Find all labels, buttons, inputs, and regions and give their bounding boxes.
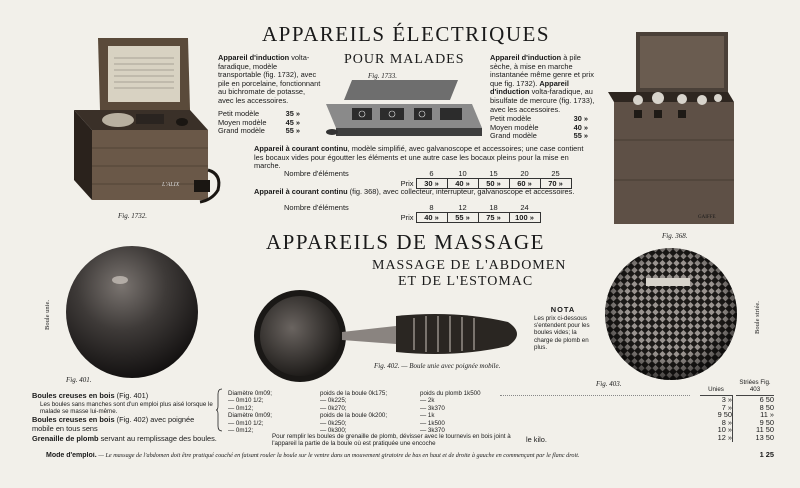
brace-mark <box>216 388 224 432</box>
diameter-row <box>228 420 508 427</box>
grenaille <box>32 435 272 444</box>
lead-weight: — 2k <box>420 397 435 405</box>
diameter-row <box>228 427 508 434</box>
dotted-leader <box>500 395 690 440</box>
nota-heading: NOTA <box>550 305 576 314</box>
continu-2-text: (fig. 368), avec collecteur, interrupteur, galvanoscope et accessoires. <box>347 187 575 196</box>
price-cell: 60 » <box>509 179 540 189</box>
induction-1-description <box>218 54 322 106</box>
model-label: Petit modèle <box>490 114 532 123</box>
title-massage: APPAREILS DE MASSAGE <box>266 230 545 254</box>
price-cell: 40 » <box>416 213 447 223</box>
mode-emploi-label: Mode d'emploi. <box>46 452 97 459</box>
diameter-value: Diamètre 0m09; <box>228 390 273 397</box>
model-label: Moyen modèle <box>218 117 267 127</box>
elements-cell: 8 <box>429 203 434 212</box>
price-cell: 55 » <box>447 213 478 223</box>
induction-2-text: à pile sèche, à mise en marche instantanée même genre et prix que fig. 1732). <box>490 53 594 88</box>
mode-emploi-text: — Le massage de l'abdomen doit être pratiqué couché en faisant rouler la boule sur le ventre dans un mouvement giratoire de bas en haut et de droite à gauche en commençant par le flanc droit. <box>98 452 580 459</box>
col-unies-header: Unies <box>708 386 724 393</box>
lead-weight: — 1k500 <box>420 419 445 427</box>
ball-weight: — 0k250; <box>320 419 347 427</box>
ball-weight: poids de la boule 0k175; <box>320 390 388 397</box>
diameter-row <box>228 405 508 412</box>
price-cell: 100 » <box>509 213 540 223</box>
induction-2-prices <box>490 115 588 141</box>
diameter-value: — 0m12; <box>228 404 254 412</box>
price-striee: 8 50 <box>759 402 774 412</box>
kilo-price: 1 25 <box>759 450 774 459</box>
lead-weight: — 3k370 <box>420 404 445 412</box>
title-electric: APPAREILS ÉLECTRIQUES <box>262 22 551 46</box>
price-unie: 7 » <box>721 402 732 412</box>
price-striee: 6 50 <box>759 395 774 404</box>
induction-3-text: volta-faradique, au bisulfate de mercure (fig. 1733), avec les accessoires. <box>490 87 595 114</box>
price-cell: 75 » <box>478 213 509 223</box>
price-unie: 9 50 <box>717 410 732 420</box>
elements-cell: 10 <box>458 169 467 178</box>
boules-bois-2-text: (Fig. 402) avec poignée mobile en tous sens <box>32 415 195 433</box>
elements-cell: 20 <box>520 169 529 178</box>
diameter-row <box>228 412 508 419</box>
fig-401-caption: Fig. 401. <box>66 376 92 384</box>
diameter-row <box>228 390 508 397</box>
induction-2-description <box>490 54 602 114</box>
ball-weight: — 0k225; <box>320 397 347 405</box>
model-price: 55 » <box>573 131 588 141</box>
grenaille-label: Grenaille de plomb <box>32 434 99 443</box>
price-striee: 11 » <box>760 410 774 420</box>
maker-label: GAIFFE <box>698 215 716 220</box>
diameter-list <box>228 390 508 434</box>
diameter-row <box>228 397 508 404</box>
price-unie: 10 » <box>717 425 732 435</box>
model-price: 45 » <box>285 117 300 127</box>
price-row <box>490 132 588 141</box>
boules-bois-2-label: Boules creuses en bois <box>32 415 115 424</box>
continu-2-description <box>254 188 594 197</box>
ball-weight: — 0k300; <box>320 427 347 435</box>
induction-1-label: Appareil d'induction <box>218 53 290 62</box>
model-price: 55 » <box>285 126 300 136</box>
mode-emploi <box>46 452 732 459</box>
col-striees-header: Striées Fig. 403 <box>739 379 771 393</box>
prix-label: Prix <box>400 179 414 188</box>
fig-1733-illustration <box>322 78 488 140</box>
boules-bois-1-label: Boules creuses en bois <box>32 391 115 400</box>
induction-1-prices <box>218 110 300 136</box>
fig-403-caption: Fig. 403. <box>596 380 622 388</box>
fig-368-illustration <box>598 30 740 230</box>
col-striees-prices <box>736 395 774 442</box>
boules-bois-1-note: Les boules sans manches sont d'un emploi plus aisé lorsque le malade se masse lui-même. <box>40 401 213 416</box>
lead-weight: — 1k <box>420 412 435 420</box>
boules-bois-1-fig: (Fig. 401) <box>114 391 149 400</box>
prix-label: Prix <box>400 213 414 222</box>
model-label: Grand modèle <box>218 126 265 136</box>
nota-box <box>534 306 592 352</box>
model-price: 35 » <box>285 109 300 118</box>
continu-2-label: Appareil à courant continu <box>254 187 348 196</box>
price-striee: 13 50 <box>755 432 774 442</box>
induction-3-label: Appareil d'induction <box>490 78 569 97</box>
boule-striee-label: Boule striée. <box>754 301 761 334</box>
nota-text: Les prix ci-dessous s'entendent pour les boules vides; la charge de plomb en plus. <box>534 314 590 352</box>
elements-cell: 18 <box>489 203 498 212</box>
lead-weight: — 3k370 <box>420 427 445 435</box>
elements-cell: 6 <box>429 169 434 178</box>
fig-401-ball-illustration <box>56 244 206 382</box>
price-cell: 70 » <box>540 179 571 189</box>
price-cell: 40 » <box>447 179 478 189</box>
diameter-value: — 0m12; <box>228 427 254 435</box>
model-label: Grand modèle <box>490 131 537 141</box>
price-row <box>218 127 300 136</box>
continu-1-description <box>254 145 594 171</box>
brand-label: L'ALIX <box>162 182 180 188</box>
elements-cell: 25 <box>551 169 560 178</box>
elements-cell: 12 <box>458 203 467 212</box>
continu-1-text: , modèle simplifié, avec galvanoscope et accessoires; une case contient les bocaux vides pour égoutter les éléments et une autre case les bocaux pleins pour la mise en marche. <box>254 144 584 171</box>
continu-2-table <box>282 203 541 223</box>
fig-402-caption: Fig. 402. — Boule unie avec poignée mobile. <box>374 362 501 370</box>
boule-unie-label: Boule unie. <box>44 300 51 330</box>
fig-368-caption: Fig. 368. <box>662 232 688 240</box>
subtitle-abdomen: MASSAGE DE L'ABDOMEN <box>372 258 567 273</box>
model-label: Petit modèle <box>218 109 260 118</box>
ball-weight: — 0k270; <box>320 404 347 412</box>
fig-1732-caption: Fig. 1732. <box>118 212 147 220</box>
price-unie: 12 » <box>717 432 732 442</box>
price-cell: 50 » <box>478 179 509 189</box>
diameter-value: — 0m10 1/2; <box>228 419 264 427</box>
diameter-value: — 0m10 1/2; <box>228 397 264 405</box>
grenaille-text: servant au remplissage des boules. <box>98 434 217 443</box>
continu-1-label: Appareil à courant continu <box>254 144 348 153</box>
col-unies-prices <box>700 395 733 442</box>
elements-label: Nombre d'éléments <box>284 169 349 179</box>
per-kilo-label: le kilo. <box>526 435 547 444</box>
fig-1732-illustration <box>58 30 226 210</box>
model-label: Moyen modèle <box>490 122 539 132</box>
price-unie: 3 » <box>721 395 732 404</box>
boules-bois-1 <box>32 392 212 401</box>
diameter-value: Diamètre 0m09; <box>228 412 273 420</box>
fig-403-striated-ball-illustration <box>596 246 746 384</box>
price-striee: 9 50 <box>759 417 774 427</box>
induction-2-label: Appareil d'induction <box>490 53 562 62</box>
subtitle-stomach: ET DE L'ESTOMAC <box>398 274 534 289</box>
lead-weight: poids du plomb 1k500 <box>420 390 481 397</box>
model-price: 30 » <box>573 114 588 123</box>
subtitle-for-patients: POUR MALADES <box>344 52 465 67</box>
elements-label: Nombre d'éléments <box>284 203 349 213</box>
grenaille-note: Pour remplir les boules de grenaille de plomb, dévisser avec le tournevis en bois joint à l'appareil la partie de la boule où est pratiquée une encoche <box>272 433 511 448</box>
model-price: 40 » <box>573 122 588 132</box>
elements-cell: 15 <box>489 169 498 178</box>
elements-cell: 24 <box>520 203 529 212</box>
price-cell: 30 » <box>416 179 447 189</box>
induction-1-text: volta-faradique, modèle transportable (fig. 1732), avec pile en porcelaine, fonctionnant au bichromate de potasse, avec les accessoires. <box>218 53 321 105</box>
boules-bois-2 <box>32 416 216 433</box>
continu-1-table <box>282 169 572 189</box>
price-unie: 8 » <box>721 417 732 427</box>
fig-1733-caption: Fig. 1733. <box>368 72 397 80</box>
ball-weight: poids de la boule 0k200; <box>320 412 388 420</box>
price-striee: 11 50 <box>756 425 774 435</box>
